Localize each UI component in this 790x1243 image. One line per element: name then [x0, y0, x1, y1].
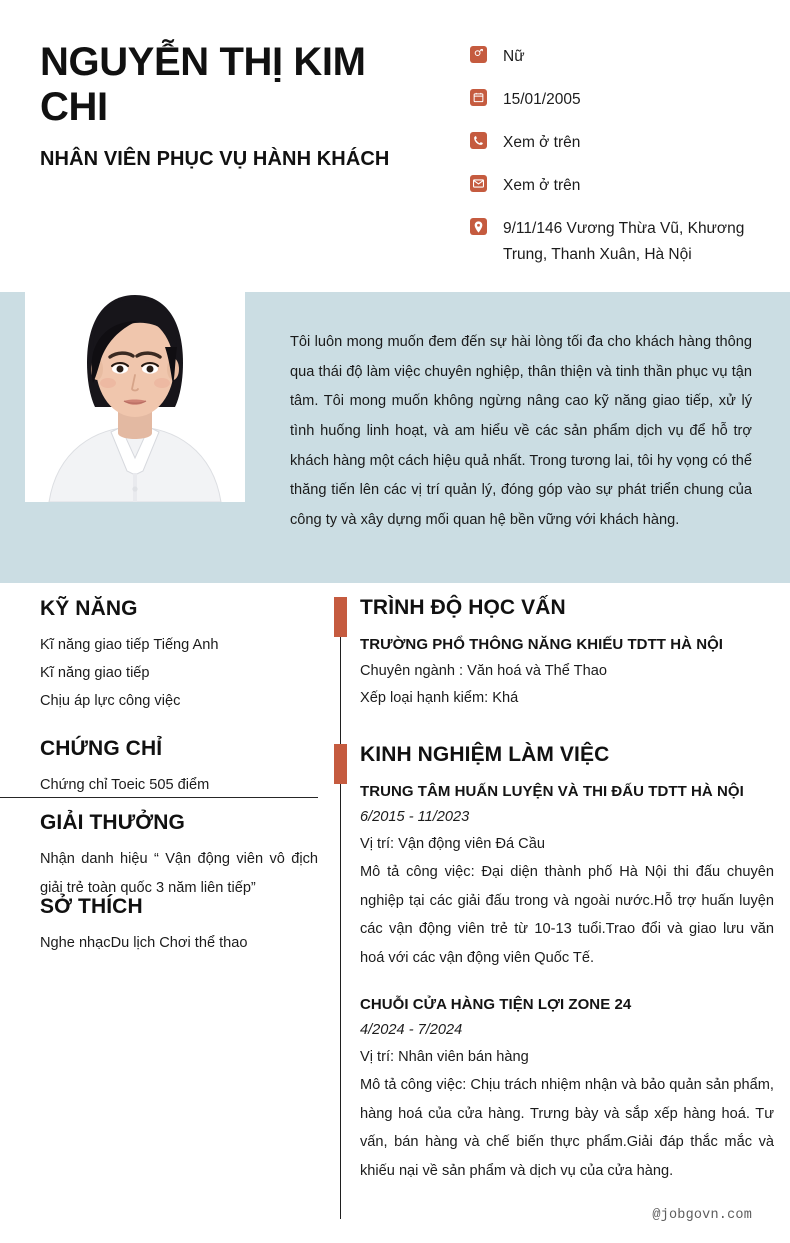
contact-item-gender [470, 44, 766, 69]
experience-entry [330, 994, 790, 1185]
experience-heading: KINH NGHIỆM LÀM VIỆC [360, 742, 610, 766]
contact-value-gender: Nữ [503, 48, 525, 65]
section-certificates [40, 737, 318, 799]
section-marker-icon [334, 597, 347, 637]
experience-position: Vị trí: Vận động viên Đá Cầu [360, 835, 545, 852]
skills-heading: KỸ NĂNG [40, 597, 138, 620]
contact-value-phone: Xem ở trên [503, 134, 581, 152]
phone-icon [470, 132, 487, 149]
avatar [25, 275, 245, 502]
experience-description: Mô tả công việc: Chịu trách nhiệm nhận và bảo quản sản phẩm, hàng hoá của cửa hàng. Trưng bày và sắp xếp hàng hoá. Tư vấn, bán hàng và chế biến thực phẩm.Giải đáp thắc mắc và khiếu nại về sản phẩm và dịch vụ của cửa hàng. [360, 1077, 774, 1179]
contact-item-birthdate [470, 87, 766, 112]
awards-heading: GIẢI THƯỞNG [40, 811, 185, 834]
contact-list [470, 34, 766, 292]
candidate-name: NGUYỄN THỊ KIM CHI [40, 40, 366, 129]
section-experience [330, 742, 790, 768]
section-hobbies [40, 895, 330, 957]
contact-value-email: Xem ở trên [503, 177, 581, 195]
contact-item-phone[interactable] [470, 130, 766, 155]
education-org: TRƯỜNG PHỔ THÔNG NĂNG KHIẾU TDTT HÀ NỘI [360, 636, 724, 654]
education-heading: TRÌNH ĐỘ HỌC VẤN [360, 596, 566, 619]
contact-value-address: 9/11/146 Vương Thừa Vũ, Khương Trung, Thanh Xuân, Hà Nội [503, 220, 745, 263]
calendar-icon [470, 89, 487, 106]
section-education [330, 595, 790, 621]
certificates-heading: CHỨNG CHỈ [40, 737, 163, 761]
education-major: Chuyên ngành : Văn hoá và Thể Thao [360, 662, 607, 679]
experience-description: Mô tả công việc: Đại diện thành phố Hà Nội thi đấu chuyên nghiệp tại các giải đấu trong và ngoài nước.Hỗ trợ huấn luyện các vận động viên trẻ từ 10-13 tuổi.Trao đổi và giao lưu văn hoá với các vận động viên Quốc Tế. [360, 864, 774, 966]
profile-band [0, 292, 790, 583]
cv-body [0, 583, 790, 1243]
experience-date: 4/2024 - 7/2024 [360, 1021, 463, 1038]
skill-item: Chịu áp lực công việc [40, 693, 181, 710]
education-grade: Xếp loại hạnh kiểm: Khá [360, 690, 519, 707]
site-watermark: @jobgovn.com [652, 1208, 752, 1223]
location-pin-icon [470, 218, 487, 235]
section-skills [40, 597, 318, 715]
section-marker-icon [334, 744, 347, 784]
gender-icon [470, 46, 487, 63]
section-awards [40, 811, 330, 903]
contact-item-email[interactable] [470, 173, 766, 198]
skill-item: Kĩ năng giao tiếp [40, 665, 150, 682]
skill-item: Kĩ năng giao tiếp Tiếng Anh [40, 637, 219, 653]
experience-position: Vị trí: Nhân viên bán hàng [360, 1048, 529, 1065]
hobbies-text: Nghe nhạcDu lịch Chơi thể thao [40, 935, 248, 951]
contact-value-birthdate: 15/01/2005 [503, 91, 581, 109]
email-icon [470, 175, 487, 192]
header-identity [40, 34, 470, 292]
experience-org: CHUỖI CỬA HÀNG TIỆN LỢI ZONE 24 [360, 996, 632, 1014]
awards-text: Nhận danh hiệu “ Vận động viên vô địch giải trẻ toàn quốc 3 năm liên tiếp” [40, 851, 318, 897]
job-title: NHÂN VIÊN PHỤC VỤ HÀNH KHÁCH [40, 147, 390, 170]
certificate-item: Chứng chỉ Toeic 505 điểm [40, 777, 210, 794]
education-entry [330, 634, 790, 712]
experience-entry [330, 781, 790, 972]
contact-item-address [470, 216, 766, 266]
hobbies-heading: SỞ THÍCH [40, 895, 143, 918]
right-column [330, 583, 790, 1185]
experience-date: 6/2015 - 11/2023 [360, 808, 470, 825]
left-column [0, 583, 330, 799]
timeline-line [340, 635, 341, 1205]
cv-header [0, 0, 790, 292]
profile-summary: Tôi luôn mong muốn đem đến sự hài lòng tối đa cho khách hàng thông qua thái độ làm việc chuyên nghiệp, thân thiện và tinh thần phục vụ tận tâm. Tôi mong muốn không ngừng nâng cao kỹ năng giao tiếp, xử lý tình huống linh hoạt, và am hiểu về các sản phẩm dịch vụ để hỗ trợ khách hàng một cách hiệu quả nhất. Trong tương lai, tôi hy vọng có thể thăng tiến lên các vị trí quản lý, đóng góp vào sự phát triển chung của công ty và xây dựng mối quan hệ bền vững với khách hàng. [290, 334, 752, 528]
experience-org: TRUNG TÂM HUẤN LUYỆN VÀ THI ĐẤU TDTT HÀ NỘI [360, 783, 744, 801]
left-column-divider [0, 797, 318, 798]
